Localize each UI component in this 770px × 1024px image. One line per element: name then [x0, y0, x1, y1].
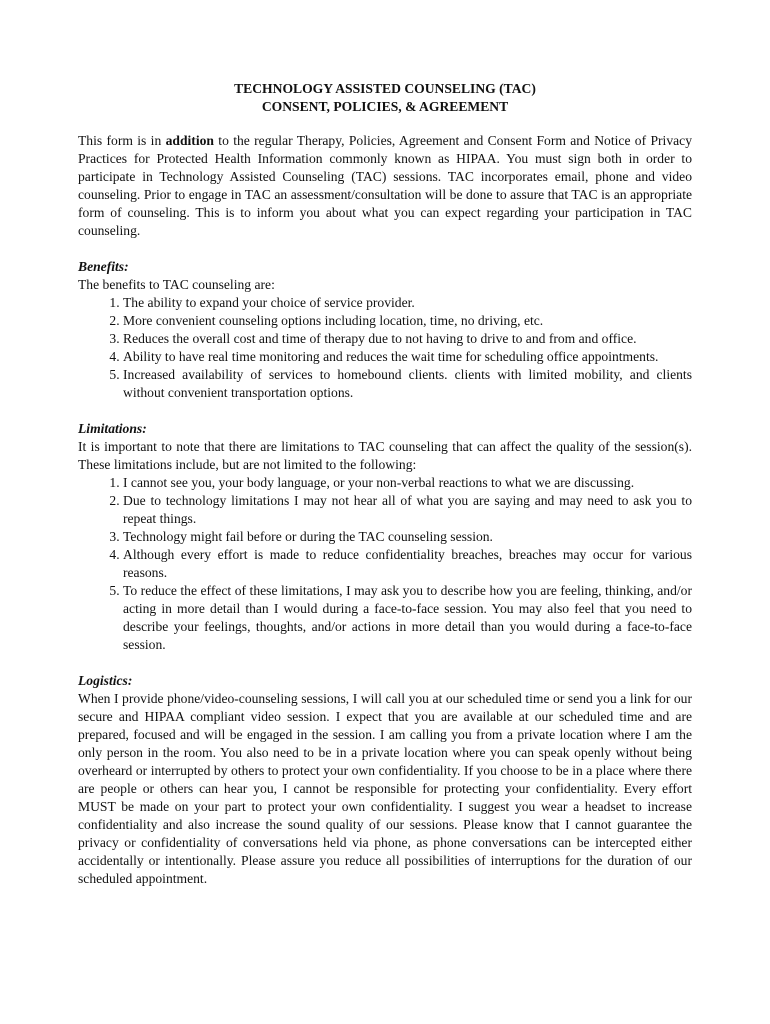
intro-rest: to the regular Therapy, Policies, Agreement and Consent Form and Notice of Privacy Practices for Protected Health Information commonly known as HIPAA. You must sign both in order to participate in Technology Assisted Counseling (TAC) sessions. TAC incorporates email, phone and video counseling. Prior to engage in TAC an assessment/consultation will be done to assure that TAC is an appropriate form of counseling. This is to inform you about what you can expect regarding your participation in TAC counseling. — [78, 133, 692, 238]
benefits-section — [78, 258, 692, 402]
list-item: 5. Increased availability of services to homebound clients. clients with limited mobility, and clients without convenient transportation options. — [123, 366, 692, 402]
list-item: 1. The ability to expand your choice of service provider. — [123, 294, 692, 312]
benefits-list — [78, 294, 692, 402]
list-item: 2. More convenient counseling options including location, time, no driving, etc. — [123, 312, 692, 330]
logistics-section — [78, 672, 692, 888]
benefits-lead: The benefits to TAC counseling are: — [78, 277, 275, 292]
list-item: 1. I cannot see you, your body language, or your non-verbal reactions to what we are discussing. — [123, 474, 692, 492]
intro-prefix: This form is in — [78, 133, 166, 148]
limitations-list — [78, 474, 692, 654]
list-item: 3. Technology might fail before or during the TAC counseling session. — [123, 528, 692, 546]
limitations-section — [78, 420, 692, 654]
list-item: 2. Due to technology limitations I may not hear all of what you are saying and may need to ask you to repeat things. — [123, 492, 692, 528]
intro-emphasis: addition — [165, 133, 214, 148]
limitations-lead: It is important to note that there are limitations to TAC counseling that can affect the quality of the session(s). These limitations include, but are not limited to the following: — [78, 439, 692, 472]
intro-paragraph — [78, 132, 692, 240]
benefits-heading: Benefits: — [78, 259, 129, 274]
logistics-body: When I provide phone/video-counseling sessions, I will call you at our scheduled time or send you a link for our secure and HIPAA compliant video session. I expect that you are available at our scheduled time and are prepared, focused and will be engaged in the session. I am calling you from a private location where I am the only person in the room. You also need to be in a private location where you can speak openly without being overheard or interrupted by others to protect your own confidentiality. If you choose to be in a place where there are people or others can hear you, I cannot be responsible for protecting your confidentiality. Every effort MUST be made on your part to protect your own confidentiality. I suggest you wear a headset to increase confidentiality and also increase the sound quality of our sessions. Please know that I cannot guarantee the privacy or confidentiality of conversations held via phone, as phone conversations can be intercepted either accidentally or intentionally. Please assure you reduce all possibilities of interruptions for the duration of our scheduled appointment. — [78, 691, 692, 886]
list-item: 4. Although every effort is made to reduce confidentiality breaches, breaches may occur for various reasons. — [123, 546, 692, 582]
limitations-heading: Limitations: — [78, 421, 147, 436]
list-item: 4. Ability to have real time monitoring and reduces the wait time for scheduling office appointments. — [123, 348, 692, 366]
document-title-line1: TECHNOLOGY ASSISTED COUNSELING (TAC) — [234, 81, 536, 96]
list-item: 5. To reduce the effect of these limitations, I may ask you to describe how you are feeling, thinking, and/or acting in more detail than I would during a face-to-face session. You may also feel that you need to describe your feelings, thoughts, and/or actions in more detail than you would during a face-to-face session. — [123, 582, 692, 654]
list-item: 3. Reduces the overall cost and time of therapy due to not having to drive to and from and office. — [123, 330, 692, 348]
document-title-line2: CONSENT, POLICIES, & AGREEMENT — [261, 99, 509, 114]
logistics-heading: Logistics: — [78, 673, 133, 688]
